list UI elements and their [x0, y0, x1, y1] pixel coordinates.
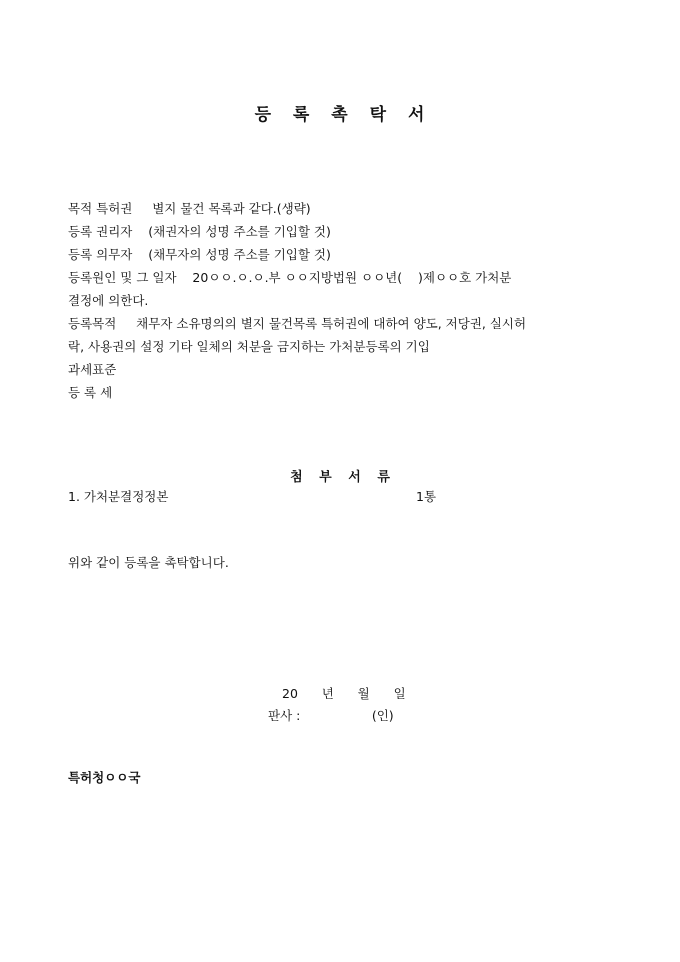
office-name: 특허청ㅇㅇ국	[68, 770, 141, 785]
field-cause-line1: 등록원인 및 그 일자 20ㅇㅇ.ㅇ.ㅇ.부 ㅇㅇ지방법원 ㅇㅇ년( )제ㅇㅇ호 가처분	[68, 270, 512, 285]
field-cause-line2: 결정에 의한다.	[68, 293, 149, 308]
field-obligor: 등록 의무자 (채무자의 성명 주소를 기입할 것)	[68, 247, 331, 262]
field-right-holder: 등록 권리자 (채권자의 성명 주소를 기입할 것)	[68, 224, 331, 239]
field-tax-base: 과세표준	[68, 362, 117, 377]
request-text: 위와 같이 등록을 촉탁합니다.	[68, 555, 229, 570]
field-object: 목적 특허권 별지 물건 목록과 같다.(생략)	[68, 201, 311, 216]
attachment-item: 1. 가처분결정정본	[68, 489, 169, 504]
field-purpose-line2: 락, 사용권의 설정 기타 일체의 처분을 금지하는 가처분등록의 기입	[68, 339, 430, 354]
judge-signature-line: 판사 : (인)	[268, 708, 394, 723]
field-purpose-line1: 등록목적 채무자 소유명의의 별지 물건목록 특허권에 대하여 양도, 저당권, 실시허	[68, 316, 527, 331]
document-title: 등 록 촉 탁 서	[254, 105, 426, 125]
date-line: 20 년 월 일	[282, 686, 406, 701]
field-registration-tax: 등 록 세	[68, 385, 113, 400]
attachment-quantity: 1통	[416, 489, 437, 504]
attachments-title: 첨 부 서 류	[290, 470, 390, 485]
attachment-row	[68, 488, 448, 506]
